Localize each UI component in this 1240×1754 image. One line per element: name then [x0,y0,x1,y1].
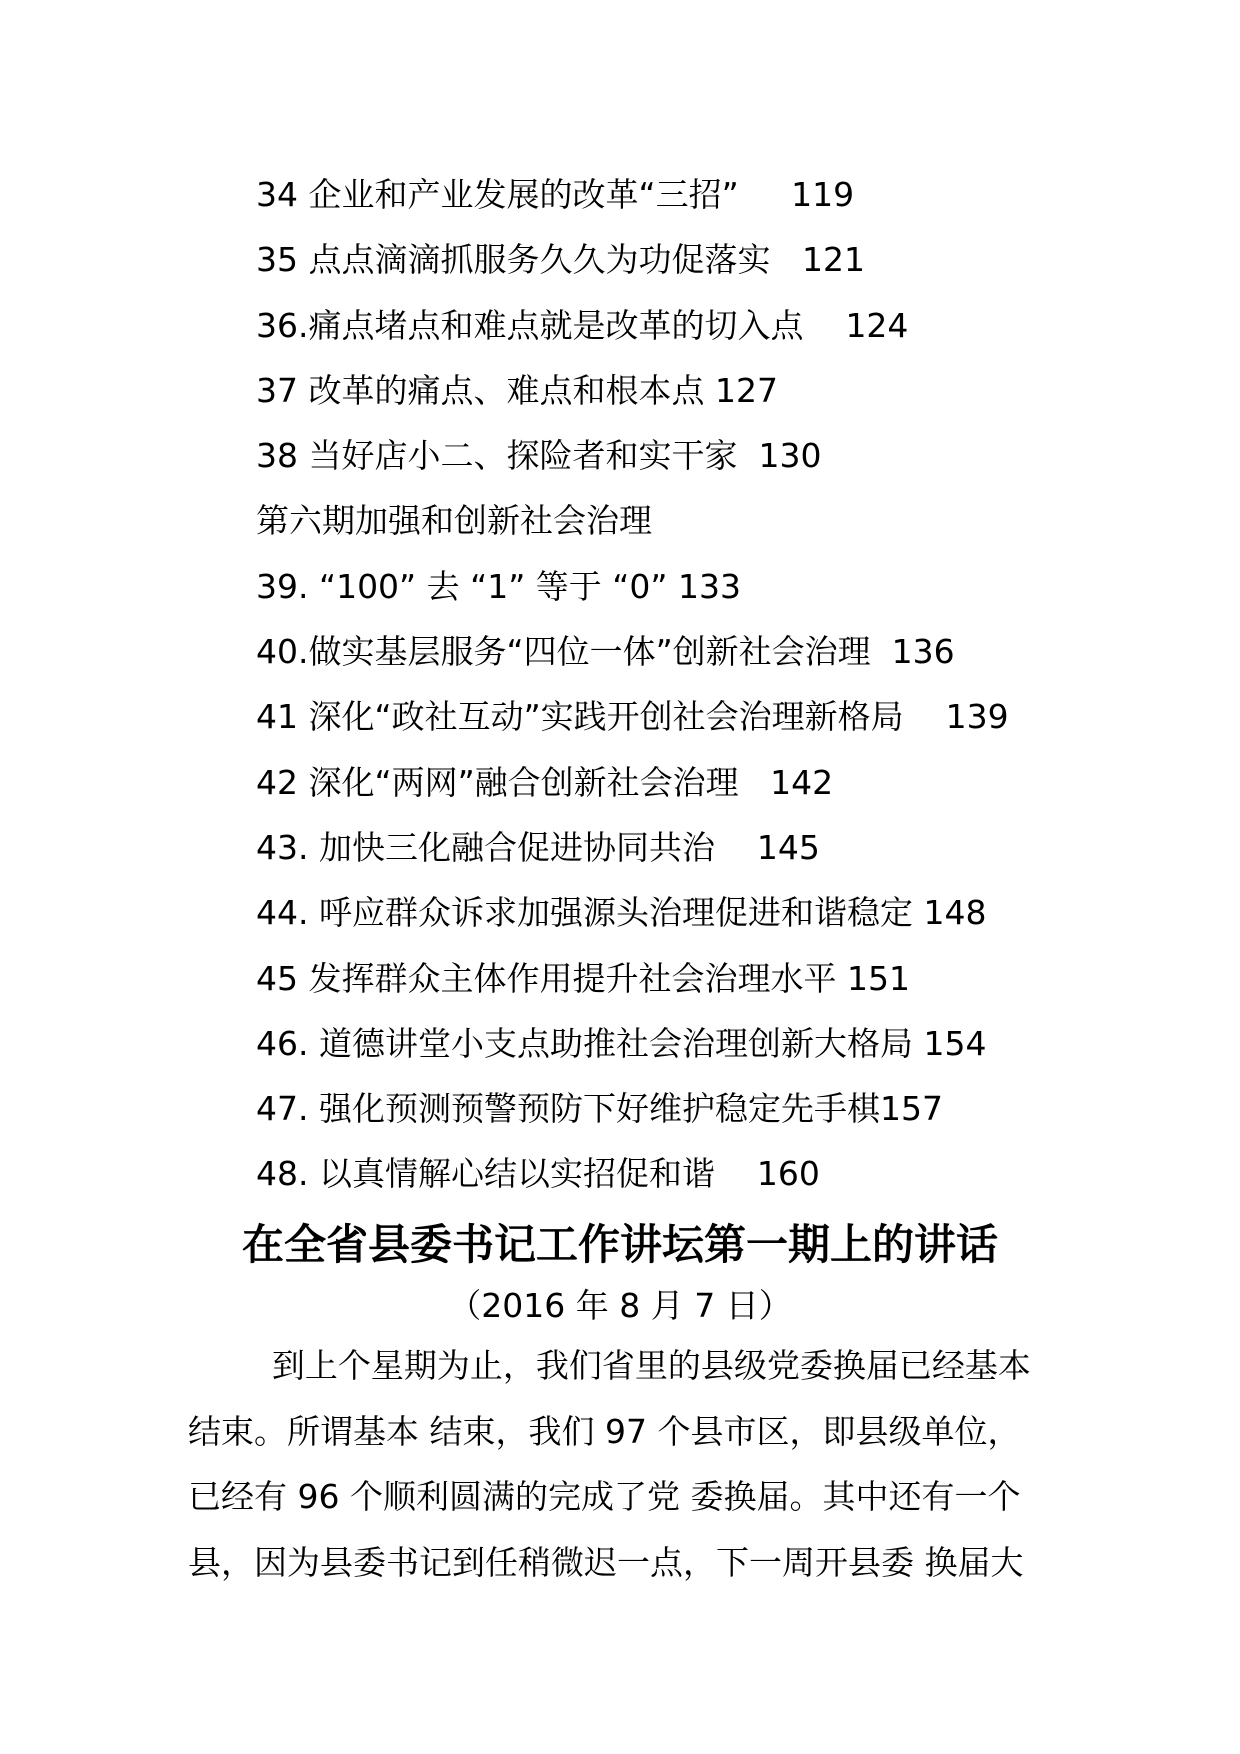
toc-entry: 37 改革的痛点、难点和根本点 127 [256,370,778,410]
toc-entry: 44. 呼应群众诉求加强源头治理促进和谐稳定 148 [256,893,987,933]
toc-entry: 39. “100” 去 “1” 等于 “0” 133 [256,566,741,606]
article-body [188,1341,1068,1603]
body-line: 结束。所谓基本 结束，我们 97 个县市区，即县级单位， [188,1411,1021,1451]
toc-entry: 40.做实基层服务“四位一体”创新社会治理 136 [256,632,955,672]
toc-entry: 47. 强化预测预警预防下好维护稳定先手棋157 [256,1089,943,1129]
toc-entry: 36.痛点堵点和难点就是改革的切入点 124 [256,305,909,345]
article-title: 在全省县委书记工作讲坛第一期上的讲话 [241,1220,998,1269]
toc-entry: 35 点点滴滴抓服务久久为功促落实 121 [256,240,865,280]
toc-section-heading: 第六期加强和创新社会治理 [256,501,652,541]
toc-entry: 48. 以真情解心结以实招促和谐 160 [256,1154,820,1194]
body-line: 到上个星期为止，我们省里的县级党委换届已经基本 [188,1346,1031,1385]
toc-entry: 41 深化“政社互动”实践开创社会治理新格局 139 [256,697,1009,737]
toc-entry: 46. 道德讲堂小支点助推社会治理创新大格局 154 [256,1023,987,1063]
table-of-contents [256,170,1156,1215]
toc-entry: 45 发挥群众主体作用提升社会治理水平 151 [256,958,910,998]
body-line: 已经有 96 个顺利圆满的完成了党 委换届。其中还有一个 [188,1477,1021,1516]
toc-entry: 34 企业和产业发展的改革“三招” 119 [256,175,855,214]
toc-entry: 43. 加快三化融合促进协同共治 145 [256,827,820,867]
toc-entry: 42 深化“两网”融合创新社会治理 142 [256,762,834,802]
article-date: （2016 年 8 月 7 日） [448,1286,792,1325]
toc-entry: 38 当好店小二、探险者和实干家 130 [256,436,822,476]
body-line: 县，因为县委书记到任稍微迟一点，下一周开县委 换届大 [188,1542,1024,1582]
